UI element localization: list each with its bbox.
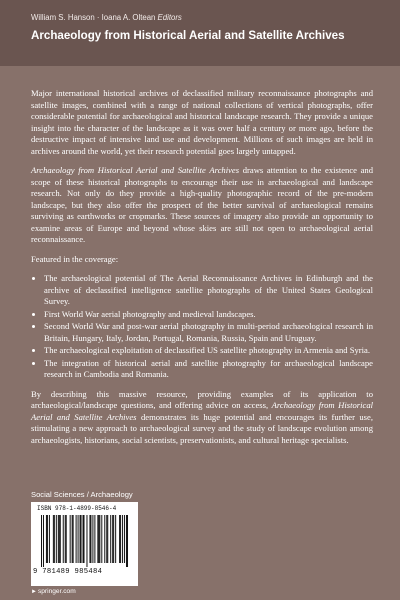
barcode-bar	[47, 515, 48, 563]
barcode-digits: 9 781489 985484	[33, 568, 103, 576]
closing-paragraph-start: By describing this massive resource, providing examples of its application to archaeological/landscape questions, and offering advice on access,	[31, 388, 373, 410]
barcode-bar	[89, 515, 90, 563]
barcode-bar	[83, 515, 84, 563]
barcode-bar	[101, 515, 102, 563]
barcode-bar	[110, 515, 111, 563]
barcode-bar	[104, 515, 105, 563]
barcode-bar	[80, 515, 81, 563]
barcode-bar	[60, 515, 61, 563]
featured-item: • Second World War and post-war aerial photography in multi-period archaeological research in Britain, Hungary, Italy, Jordan, Portugal, Romania, Russia, Spain and Uruguay.	[44, 321, 373, 344]
barcode-bar	[86, 515, 87, 567]
barcode-bar	[94, 515, 95, 563]
publisher-link[interactable]	[31, 588, 76, 595]
featured-item: • The archaeological potential of The Aerial Reconnaissance Archives in Edinburgh and the archive of declassified intelligence satellite photographs of the United States Geological Survey.	[44, 273, 373, 308]
arrow-icon: ►	[31, 589, 37, 595]
featured-item: • The integration of historical aerial and satellite photography for archaeological landscape research in Cambodia and Romania.	[44, 358, 373, 381]
featured-item: • The archaeological exploitation of declassified US satellite photography in Armenia and Syria.	[44, 345, 373, 357]
barcode-bar	[120, 515, 121, 563]
barcode-bar	[78, 515, 79, 563]
barcode-bar	[122, 515, 123, 563]
intro-paragraph: Major international historical archives of declassified military reconnaissance photographs and satellite images, combined with a range of national collections of vertical photographs, offer considerable potential for archaeological and historical landscape research. They provide a unique insight into the character of the landscape as it was over half a century or more ago, before the destructive impact of intensive land use and development. Millions of such images are held in archives around the world, yet their research potential goes largely untapped.	[31, 88, 373, 156]
barcode-bar	[43, 515, 44, 567]
barcode-bar	[107, 515, 108, 563]
featured-item: • First World War aerial photography and medieval landscapes.	[44, 309, 373, 321]
barcode-bar	[126, 515, 127, 567]
barcode-bar	[92, 515, 93, 563]
editors-label: Editors	[157, 13, 182, 22]
barcode-bar	[81, 515, 82, 563]
closing-paragraph-title: Archaeology from Historical Aerial and Satellite Archives	[31, 400, 374, 422]
barcode-bar	[90, 515, 91, 563]
subject-category: Social Sciences / Archaeology	[31, 490, 133, 499]
barcode-bar	[63, 515, 64, 563]
publisher-url: springer.com	[37, 588, 76, 595]
barcode-bar	[59, 515, 60, 563]
barcode-bar	[115, 515, 116, 563]
featured-list	[31, 273, 373, 381]
closing-paragraph	[31, 389, 373, 447]
second-paragraph-text: draws attention to the existence and scope of these historical photographs to encourage their use in archaeological and landscape research. Not only do they provide a high-quality photographic record of the pre-modern landscape, but they also offer the prospect of the better survival of archaeological remains surviving as earthworks or cropmarks. These sources of imagery also provide an opportunity to examine areas of Europe and beyond whose skies are still not open to archaeological aerial reconnaissance.	[31, 165, 374, 244]
closing-paragraph-end: demonstrates its huge potential and encourages its further use, stimulating a new approach to archaeological survey and the study of landscape evolution among archaeologists, historians, social scientists, preservationists, and cultural heritage specialists.	[31, 411, 373, 445]
barcode-bar	[76, 515, 77, 563]
barcode-bar	[112, 515, 113, 563]
barcode-bar	[56, 515, 57, 563]
barcode-bar	[113, 515, 114, 563]
header-band	[0, 0, 400, 66]
isbn-number: ISBN 978-1-4899-8546-4	[37, 505, 117, 512]
barcode-bar	[58, 515, 59, 563]
barcode-bar	[53, 515, 54, 563]
barcode-bar	[54, 515, 55, 563]
barcode-bars	[41, 515, 129, 567]
barcode-bar	[65, 515, 66, 563]
second-paragraph	[31, 165, 373, 246]
isbn-barcode	[31, 502, 138, 586]
barcode-bar	[124, 515, 125, 563]
barcode-bar	[70, 515, 71, 563]
book-title: Archaeology from Historical Aerial and Satellite Archives	[31, 29, 345, 42]
editors-names: William S. Hanson · Ioana A. Oltean	[31, 13, 156, 22]
barcode-bar	[46, 515, 47, 563]
barcode-bar	[72, 515, 73, 563]
editors-line	[31, 13, 182, 22]
barcode-bar	[49, 515, 50, 563]
barcode-bar	[41, 515, 42, 567]
back-cover-text	[31, 88, 373, 454]
barcode-bar	[84, 515, 85, 563]
barcode-bar	[119, 515, 120, 563]
barcode-bar	[127, 515, 128, 567]
barcode-bar	[106, 515, 107, 563]
barcode-bar	[97, 515, 98, 563]
barcode-bar	[73, 515, 74, 563]
featured-heading: Featured in the coverage:	[31, 253, 119, 264]
barcode-bar	[99, 515, 100, 563]
barcode-bar	[66, 515, 67, 563]
second-paragraph-title: Archaeology from Historical Aerial and Satellite Archives	[31, 165, 240, 175]
barcode-bar	[98, 515, 99, 563]
